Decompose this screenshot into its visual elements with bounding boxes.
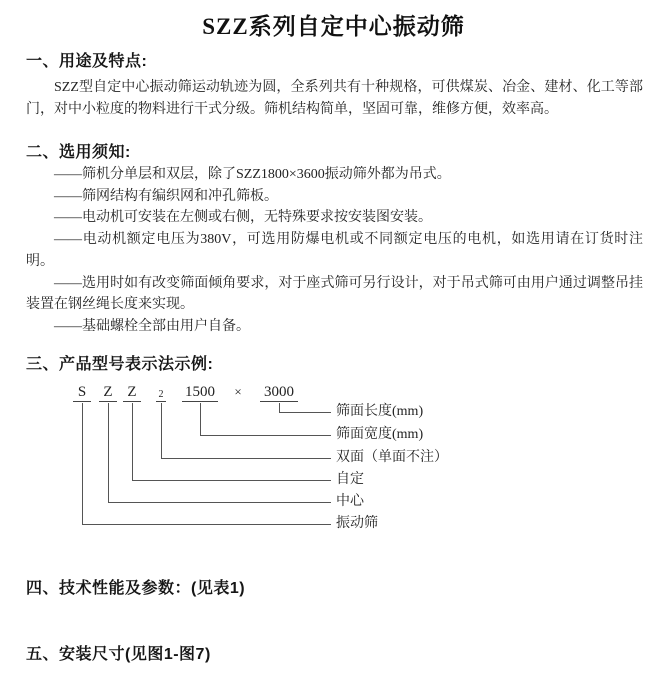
section-heading-performance: 四、技术性能及参数：(见表1) (26, 580, 246, 597)
list-item: ——选用时如有改变筛面倾角要求，对于座式筛可另行设计，对于吊式筛可由用户通过调整吊挂装置在钢丝绳长度来实现。 (26, 275, 643, 313)
list-item: ——筛网结构有编织网和冲孔筛板。 (54, 188, 278, 204)
model-code-letter-s: S (73, 384, 91, 402)
multiply-sign: × (234, 384, 242, 399)
model-label-center: 中心 (336, 494, 364, 509)
list-item: ——基础螺栓全部由用户自备。 (54, 318, 250, 334)
usage-paragraph: SZZ型自定中心振动筛运动轨迹为圆，全系列共有十种规格，可供煤炭、冶金、建材、化工等部门，对中小粒度的物料进行干式分级。筛机结构简单，坚固可靠，维修方便，效率高。 (26, 80, 643, 117)
list-item: ——电动机额定电压为380V，可选用防爆电机或不同额定电压的电机，如选用请在订货时注明。 (26, 232, 643, 269)
model-code-letter-z2: Z (123, 384, 141, 402)
model-designation-diagram (26, 384, 646, 544)
model-label-screen: 振动筛 (336, 516, 378, 531)
model-label-deck: 双面（单面不注） (336, 450, 448, 465)
section-heading-installation: 五、安装尺寸(见图1-图7) (26, 646, 211, 663)
list-item: ——筛机分单层和双层，除了SZZ1800×3600振动筛外都为吊式。 (54, 167, 451, 182)
section-heading-usage: 一、用途及特点: (26, 53, 148, 70)
section-heading-selection: 二、选用须知: (26, 144, 131, 161)
page-title: SZZ系列自定中心振动筛 (202, 14, 465, 39)
section-heading-model: 三、产品型号表示法示例: (26, 356, 214, 373)
connector-line-screen (82, 403, 331, 525)
model-label-self: 自定 (336, 472, 364, 487)
model-code-deck-subscript: 2 (156, 384, 166, 402)
selection-notes-list (26, 164, 643, 338)
model-code-width-value: 1500 (182, 384, 218, 402)
model-code-length-value: 3000 (260, 384, 298, 402)
model-code-letter-z1: Z (99, 384, 117, 402)
model-label-screen-length: 筛面长度(mm) (336, 404, 424, 419)
model-label-screen-width: 筛面宽度(mm) (336, 427, 424, 442)
list-item: ——电动机可安装在左侧或右侧，无特殊要求按安装图安装。 (54, 210, 432, 226)
